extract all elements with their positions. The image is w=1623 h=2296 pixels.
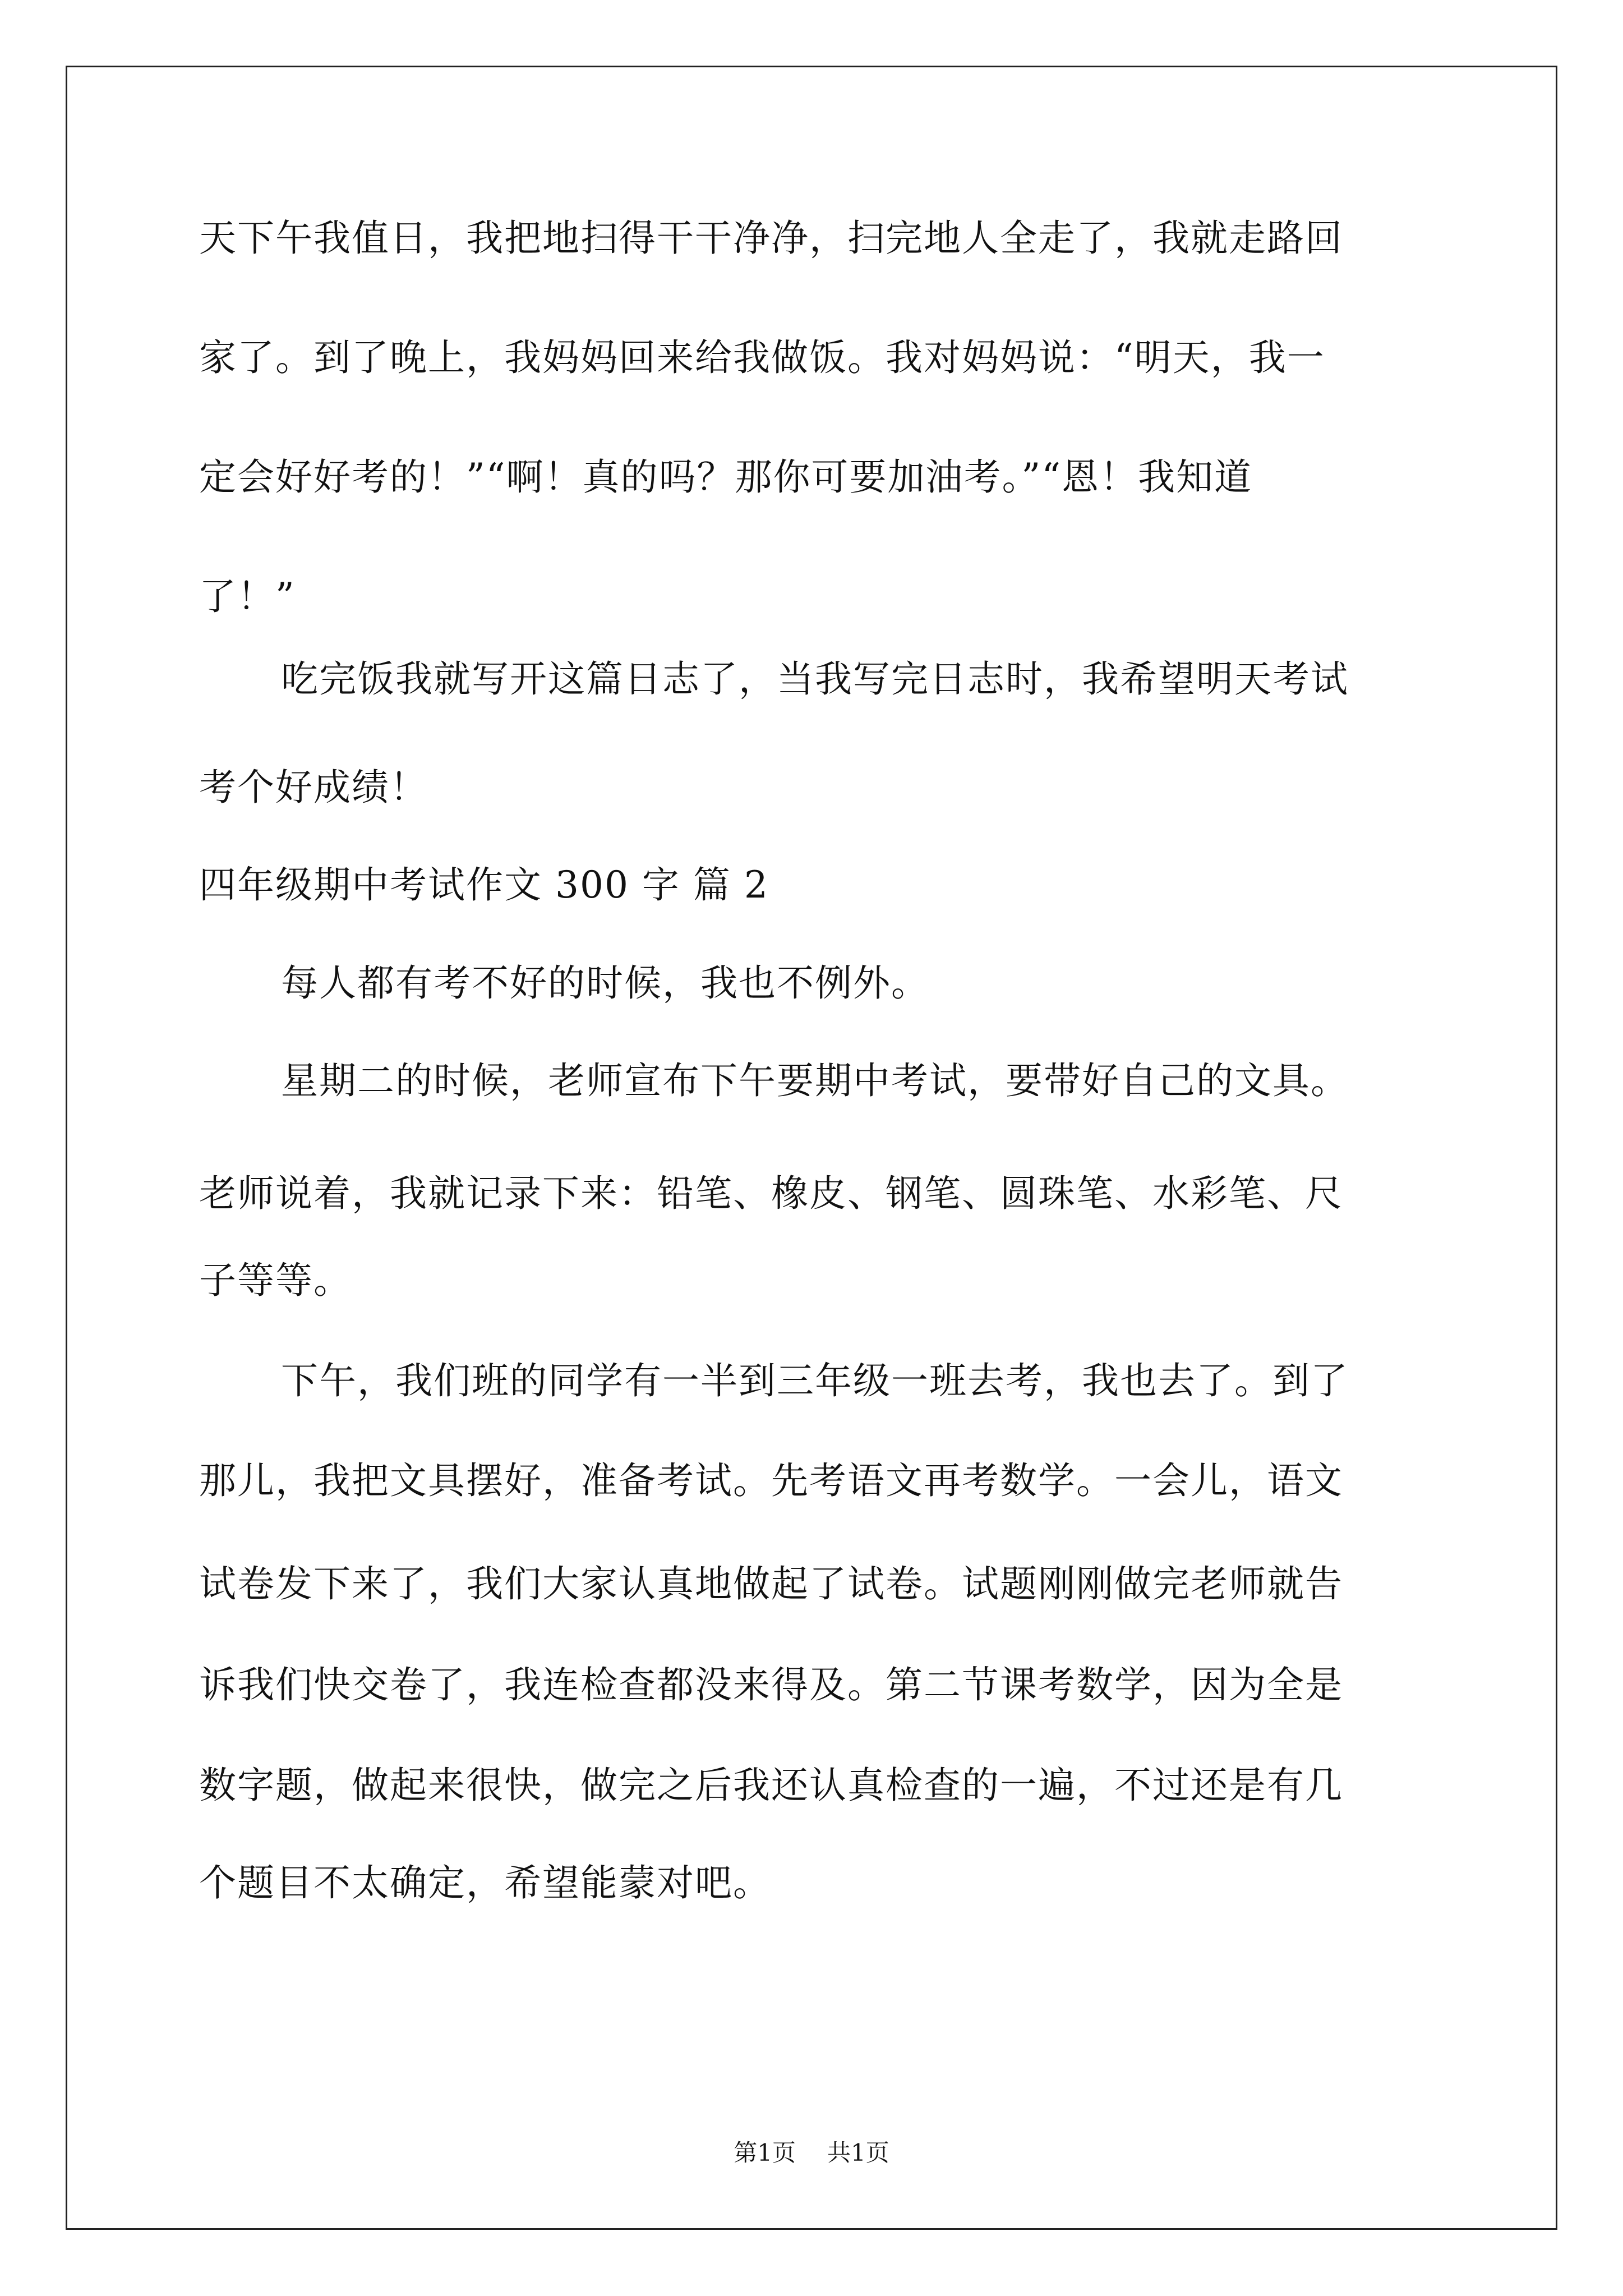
text-line: 老师说着，我就记录下来：铅笔、橡皮、钢笔、圆珠笔、水彩笔、尺 (199, 1172, 1343, 1215)
text-line: 子等等。 (199, 1259, 352, 1302)
text-line: 下午，我们班的同学有一半到三年级一班去考，我也去了。到了 (281, 1359, 1349, 1402)
text-line: 试卷发下来了，我们大家认真地做起了试卷。试题刚刚做完老师就告 (199, 1562, 1343, 1605)
page-number: 第1页 (734, 2139, 796, 2166)
page-footer (0, 2138, 1623, 2168)
text-line: 考个好成绩！ (199, 766, 428, 809)
text-line: 星期二的时候，老师宣布下午要期中考试，要带好自己的文具。 (281, 1059, 1349, 1102)
page-count: 共1页 (827, 2139, 889, 2166)
text-line: 诉我们快交卷了，我连检查都没来得及。第二节课考数学，因为全是 (199, 1663, 1343, 1706)
text-line: 家了。到了晚上，我妈妈回来给我做饭。我对妈妈说：“明天，我一 (199, 336, 1325, 379)
text-line: 那儿，我把文具摆好，准备考试。先考语文再考数学。一会儿，语文 (199, 1459, 1343, 1502)
text-line: 每人都有考不好的时候，我也不例外。 (281, 961, 929, 1005)
text-line: 吃完饭我就写开这篇日志了，当我写完日志时，我希望明天考试 (281, 657, 1349, 701)
text-line: 了！” (199, 575, 296, 618)
text-line: 定会好好考的！”“啊！真的吗？那你可要加油考。”“恩！我知道 (199, 455, 1252, 499)
text-line: 个题目不太确定，希望能蒙对吧。 (199, 1861, 771, 1904)
section-heading: 四年级期中考试作文 300 字 篇 2 (199, 863, 769, 907)
text-line: 天下午我值日，我把地扫得干干净净，扫完地人全走了，我就走路回 (199, 217, 1343, 260)
text-line: 数字题，做起来很快，做完之后我还认真检查的一遍，不过还是有几 (199, 1764, 1343, 1807)
